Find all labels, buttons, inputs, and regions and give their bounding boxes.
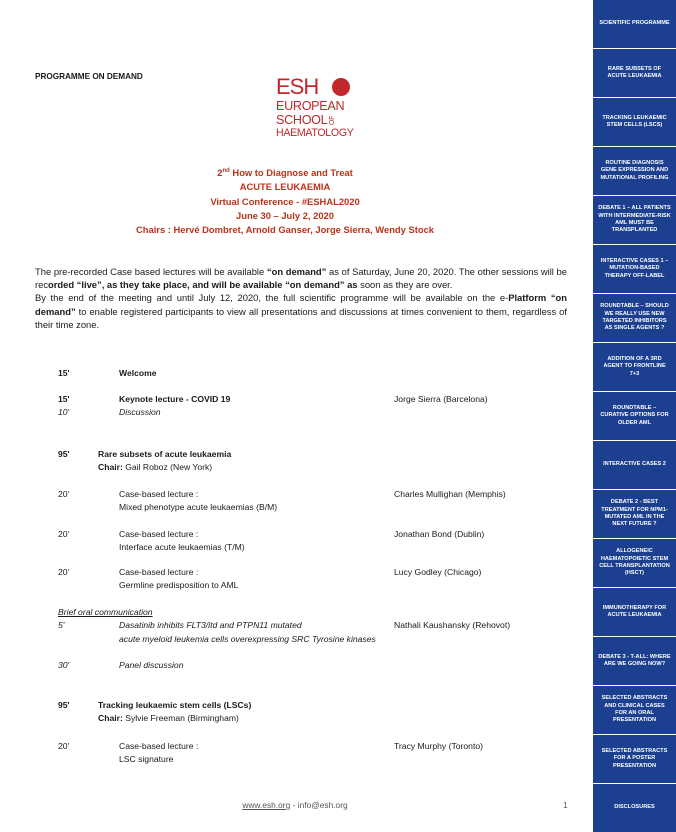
sidebar-item[interactable] (593, 490, 676, 538)
item-label: Case-based lecture : (119, 529, 199, 539)
intro-paragraph-1: The pre-recorded Case based lectures will be available “on demand” as of Saturday, June 20, 2020. The other sessions will be recorded “live”, as they take place, and will be available “on demand” as soon as they are over. (35, 266, 567, 291)
page-number: 1 (563, 800, 568, 810)
item-title: Dasatinib inhibits FLT3/itd and PTPN11 mutated (119, 620, 302, 630)
session-title: Rare subsets of acute leukaemia (98, 449, 232, 459)
sidebar-item-label: RARE SUBSETS OF ACUTE LEUKAEMIA (607, 65, 662, 79)
sidebar-item[interactable] (593, 0, 676, 48)
sidebar-item-label: ROUTINE DIAGNOSIS GENE EXPRESSION AND MUTATIONAL PROFILING (600, 160, 669, 181)
item-duration: 5' (58, 620, 65, 630)
sidebar-item[interactable] (593, 98, 676, 146)
logo-european-text: EUROPEAN (276, 99, 345, 113)
esh-logo (276, 76, 386, 142)
item-title: Keynote lecture - COVID 19 (119, 394, 231, 404)
sidebar-item[interactable] (593, 637, 676, 685)
item-speaker: Jonathan Bond (Dublin) (394, 529, 485, 539)
item-speaker: Charles Mullighan (Memphis) (394, 489, 506, 499)
sidebar-navigation (590, 0, 676, 832)
sidebar-item[interactable] (593, 343, 676, 391)
item-duration: 15' (58, 394, 70, 404)
page-footer: www.esh.org - info@esh.org (242, 800, 348, 810)
logo-dot-icon (332, 78, 350, 96)
sidebar-item[interactable] (593, 392, 676, 440)
conference-header (130, 164, 440, 237)
sidebar-item-label: DEBATE 1 – ALL PATIENTS WITH INTERMEDIATE-RISK AML MUST BE TRANSPLANTED (598, 205, 671, 234)
sidebar-item-label: TRACKING LEUKAEMIC STEM CELLS (LSCS) (602, 114, 667, 128)
sidebar-item-label: IMMUNOTHERAPY FOR ACUTE LEUKAEMIA (602, 604, 667, 618)
item-duration: 15' (58, 368, 70, 378)
sidebar-item-label: ROUNDTABLE – SHOULD WE REALLY USE NEW TARGETED INHIBITORS AS SINGLE AGENTS ? (600, 303, 669, 332)
item-duration: 10' (58, 407, 70, 417)
session-duration: 95' (58, 449, 70, 459)
sidebar-item-label: ALLOGENEIC HAEMATOPOIETIC STEM CELL TRANSPLANTATION (HSCT) (599, 548, 670, 577)
sidebar-item[interactable] (593, 784, 676, 832)
sidebar-item-label: DISCLOSURES (614, 804, 655, 811)
item-title: Interface acute leukaemias (T/M) (119, 542, 245, 552)
sidebar-item-label: INTERACTIVE CASES 2 (603, 461, 666, 468)
item-duration: 20' (58, 741, 70, 751)
sidebar-item-label: DEBATE 2 - BEST TREATMENT FOR NPM1-MUTATED AML IN THE NEXT FUTURE ? (601, 499, 668, 528)
item-title: Panel discussion (119, 660, 184, 670)
item-speaker: Jorge Sierra (Barcelona) (394, 394, 488, 404)
session-title: Tracking leukaemic stem cells (LSCs) (98, 700, 252, 710)
item-duration: 30' (58, 660, 70, 670)
sidebar-item[interactable] (593, 441, 676, 489)
sidebar-item-label: ADDITION OF A 3RD AGENT TO FRONTLINE 7+3 (603, 356, 666, 377)
sidebar-item[interactable] (593, 294, 676, 342)
logo-school-text: SCHOOL OF (276, 113, 337, 127)
session-chair: Chair: Gail Roboz (New York) (98, 462, 213, 472)
sidebar-item-label: SELECTED ABSTRACTS AND CLINICAL CASES FOR AN ORAL PRESENTATION (601, 695, 668, 724)
conference-dates: June 30 – July 2, 2020 (236, 209, 334, 221)
item-title: LSC signature (119, 754, 174, 764)
logo-haematology-text: HAEMATOLOGY (276, 127, 354, 139)
item-title: Germline predisposition to AML (119, 580, 239, 590)
conference-edition: 2nd How to Diagnose and Treat (217, 167, 353, 179)
intro-text (35, 265, 567, 331)
sidebar-item[interactable] (593, 735, 676, 783)
brief-oral-label: Brief oral communication (58, 607, 153, 617)
conference-chairs: Chairs : Hervé Dombret, Arnold Ganser, Jorge Sierra, Wendy Stock (135, 223, 434, 235)
sidebar-item-label: SELECTED ABSTRACTS FOR A POSTER PRESENTATION (601, 748, 668, 769)
sidebar-item-label: DEBATE 3 - T-ALL: WHERE ARE WE GOING NOW? (598, 653, 671, 667)
sidebar-item-label: SCIENTIFIC PROGRAMME (599, 20, 670, 27)
website-link[interactable]: www.esh.org (242, 800, 291, 810)
email-link[interactable]: info@esh.org (297, 800, 348, 810)
sidebar-item[interactable] (593, 147, 676, 195)
conference-topic: ACUTE LEUKAEMIA (239, 181, 331, 193)
sidebar-item[interactable] (593, 245, 676, 293)
sidebar-item[interactable] (593, 49, 676, 97)
item-title: Mixed phenotype acute leukaemias (B/M) (119, 502, 278, 512)
logo-esh-text: ESH (276, 74, 319, 99)
sidebar-item-label: INTERACTIVE CASES 1 – MUTATION-BASED THERAPY OFF-LABEL (600, 258, 669, 279)
session-duration: 95' (58, 700, 70, 710)
sidebar-item-label: ROUNDTABLE – CURATIVE OPTIONS FOR OLDER AML (600, 405, 669, 426)
sidebar-item[interactable] (593, 588, 676, 636)
page-title: PROGRAMME ON DEMAND (35, 72, 143, 81)
item-label: Case-based lecture : (119, 489, 199, 499)
item-label: Case-based lecture : (119, 741, 199, 751)
item-speaker: Lucy Godley (Chicago) (394, 567, 482, 577)
item-duration: 20' (58, 489, 70, 499)
sidebar-item[interactable] (593, 196, 676, 244)
item-label: Case-based lecture : (119, 567, 199, 577)
sidebar-item[interactable] (593, 539, 676, 587)
item-title-continued: acute myeloid leukemia cells overexpressing SRC Tyrosine kinases (119, 634, 376, 644)
sidebar-item[interactable] (593, 686, 676, 734)
conference-type: Virtual Conference - #ESHAL2020 (210, 195, 360, 207)
item-duration: 20' (58, 529, 70, 539)
item-speaker: Tracy Murphy (Toronto) (394, 741, 483, 751)
item-speaker: Nathali Kaushansky (Rehovot) (394, 620, 511, 630)
item-duration: 20' (58, 567, 70, 577)
item-title: Discussion (119, 407, 161, 417)
session-chair: Chair: Sylvie Freeman (Birmingham) (98, 713, 239, 723)
item-title: Welcome (119, 368, 157, 378)
intro-paragraph-2: By the end of the meeting and until July 12, 2020, the full scientific programme will be available on the e-Platform “on demand” to enable registered participants to view all presentations and discussions at times convenient to them, regardless of their time zone. (35, 292, 567, 330)
